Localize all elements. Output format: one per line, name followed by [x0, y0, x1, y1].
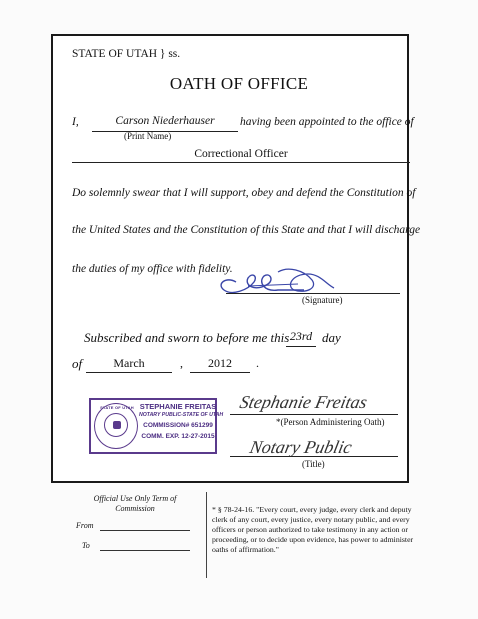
venue-line: STATE OF UTAH } ss.	[72, 48, 181, 60]
date-comma: ,	[180, 356, 183, 370]
administrator-signature: Stephanie Freitas	[237, 392, 370, 412]
seal-text: STATE OF UTAH	[100, 405, 134, 410]
from-field[interactable]	[100, 530, 190, 531]
notary-expiration: COMM. EXP. 12-27-2015	[141, 433, 215, 440]
print-name-caption: (Print Name)	[124, 131, 172, 141]
to-field[interactable]	[100, 550, 190, 551]
sworn-day: 23rd	[289, 329, 313, 343]
title-rule	[230, 456, 398, 457]
notary-subtitle: NOTARY PUBLIC-STATE OF UTAH	[139, 412, 224, 418]
oath-line-2: the United States and the Constitution of this State and that I will discharge	[72, 224, 421, 236]
official-use-heading: Official Use Only Term of Commission	[93, 494, 177, 513]
appointed-text: having been appointed to the office of	[240, 116, 414, 128]
signature-caption: (Signature)	[302, 295, 343, 305]
oath-line-1: Do solemnly swear that I will support, obey and defend the Constitution of	[72, 187, 416, 199]
office-rule	[72, 162, 410, 163]
statute-footnote: * § 78-24-16. "Every court, every judge, every clerk and deputy clerk of any court, every justice, every notary public, and every officers or person authorized to take testimony in any action or proceeding, or to decide upon evidence, has power to administer oaths of affirmation."	[212, 505, 414, 554]
title-signature: Notary Public	[247, 437, 354, 457]
day-word: day	[322, 330, 341, 345]
notary-commission: COMMISSION# 651299	[143, 422, 213, 429]
document-title: OATH OF OFFICE	[169, 74, 309, 93]
office-title: Correctional Officer	[194, 148, 288, 160]
sworn-text: Subscribed and sworn to before me this	[84, 330, 290, 345]
sworn-year: 2012	[208, 356, 232, 370]
administrator-rule	[230, 414, 398, 415]
sworn-month: March	[113, 356, 145, 370]
seal-emblem	[104, 413, 128, 437]
footnote-divider	[206, 492, 207, 578]
oath-line-3: the duties of my office with fidelity.	[72, 263, 233, 275]
administrator-caption: *(Person Administering Oath)	[276, 417, 385, 427]
to-label: To	[82, 541, 90, 550]
signature-rule	[226, 293, 400, 294]
notary-stamp	[89, 398, 224, 454]
from-label: From	[76, 521, 94, 530]
notary-name: STEPHANIE FREITAS	[139, 402, 217, 411]
title-caption: (Title)	[302, 459, 325, 469]
pronoun-text: I,	[72, 116, 79, 128]
beehive-icon	[113, 421, 121, 429]
date-period: .	[256, 356, 259, 370]
printed-name: Carson Niederhauser	[115, 115, 215, 127]
notary-seal-icon	[94, 403, 138, 449]
of-word: of	[72, 356, 83, 371]
